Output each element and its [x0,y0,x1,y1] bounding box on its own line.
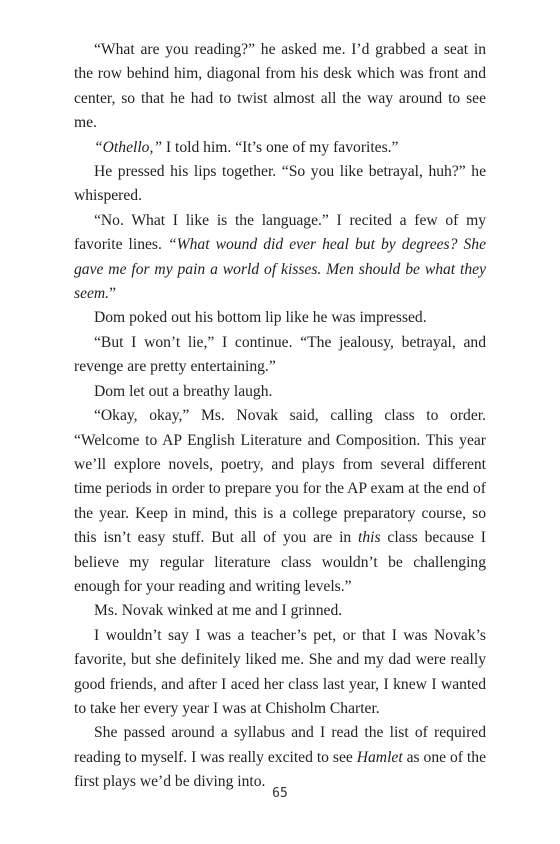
italic-span: Hamlet [356,748,403,766]
paragraph [74,624,486,722]
text-span: Dom poked out his bottom lip like he was impressed. [94,309,427,327]
paragraph [74,404,486,599]
page-number: 65 [272,786,288,801]
body-text [74,38,486,795]
text-span: I wouldn’t say I was a teacher’s pet, or that I was Novak’s favorite, but she definitely liked me. She and my dad were really good friends, and after I aced her class last year, I knew I wanted to take her every year I was at Chisholm Charter. [74,626,486,717]
italic-span: this [358,529,381,547]
text-span: “Okay, okay,” Ms. Novak said, calling class to order. “Welcome to AP English Literature and Composition. This year we’ll explore novels, poetry, and plays from several different time periods in order to prepare you for the AP exam at the end of the year. Keep in mind, this is a college preparatory course, so this isn’t easy stuff. But all of you are in [74,407,486,547]
paragraph [74,209,486,307]
paragraph [74,380,486,404]
text-span: I told him. “It’s one of my favorites.” [162,138,399,156]
text-span: as one of the first plays we’d be diving into. [74,748,486,791]
italic-quote: “What wound did ever heal but by degrees? She gave me for my pain a world of kisses. Men should be what they seem. [74,236,486,303]
paragraph [74,721,486,794]
paragraph [74,599,486,623]
paragraph [74,38,486,136]
paragraph [74,331,486,380]
text-span: “No. What I like is the language.” I recited a few of my favorite lines. [74,211,486,254]
text-span: ” [109,285,116,303]
text-span: class because I believe my regular literature class wouldn’t be challenging enough for your reading and writing levels.” [74,529,486,595]
text-span: Dom let out a breathy laugh. [94,382,273,400]
paragraph [74,160,486,209]
text-span: “What are you reading?” he asked me. I’d grabbed a seat in the row behind him, diagonal from his desk which was front and center, so that he had to twist almost all the way around to see me. [74,41,486,132]
italic-span: “Othello,” [94,138,163,156]
text-span: Ms. Novak winked at me and I grinned. [94,602,343,620]
paragraph [74,136,486,160]
text-span: “But I won’t lie,” I continue. “The jealousy, betrayal, and revenge are pretty entertaining.” [74,333,486,376]
text-span: He pressed his lips together. “So you like betrayal, huh?” he whispered. [74,163,486,205]
paragraph [74,306,486,330]
text-span: She passed around a syllabus and I read the list of required reading to myself. I was really excited to see [74,724,486,766]
